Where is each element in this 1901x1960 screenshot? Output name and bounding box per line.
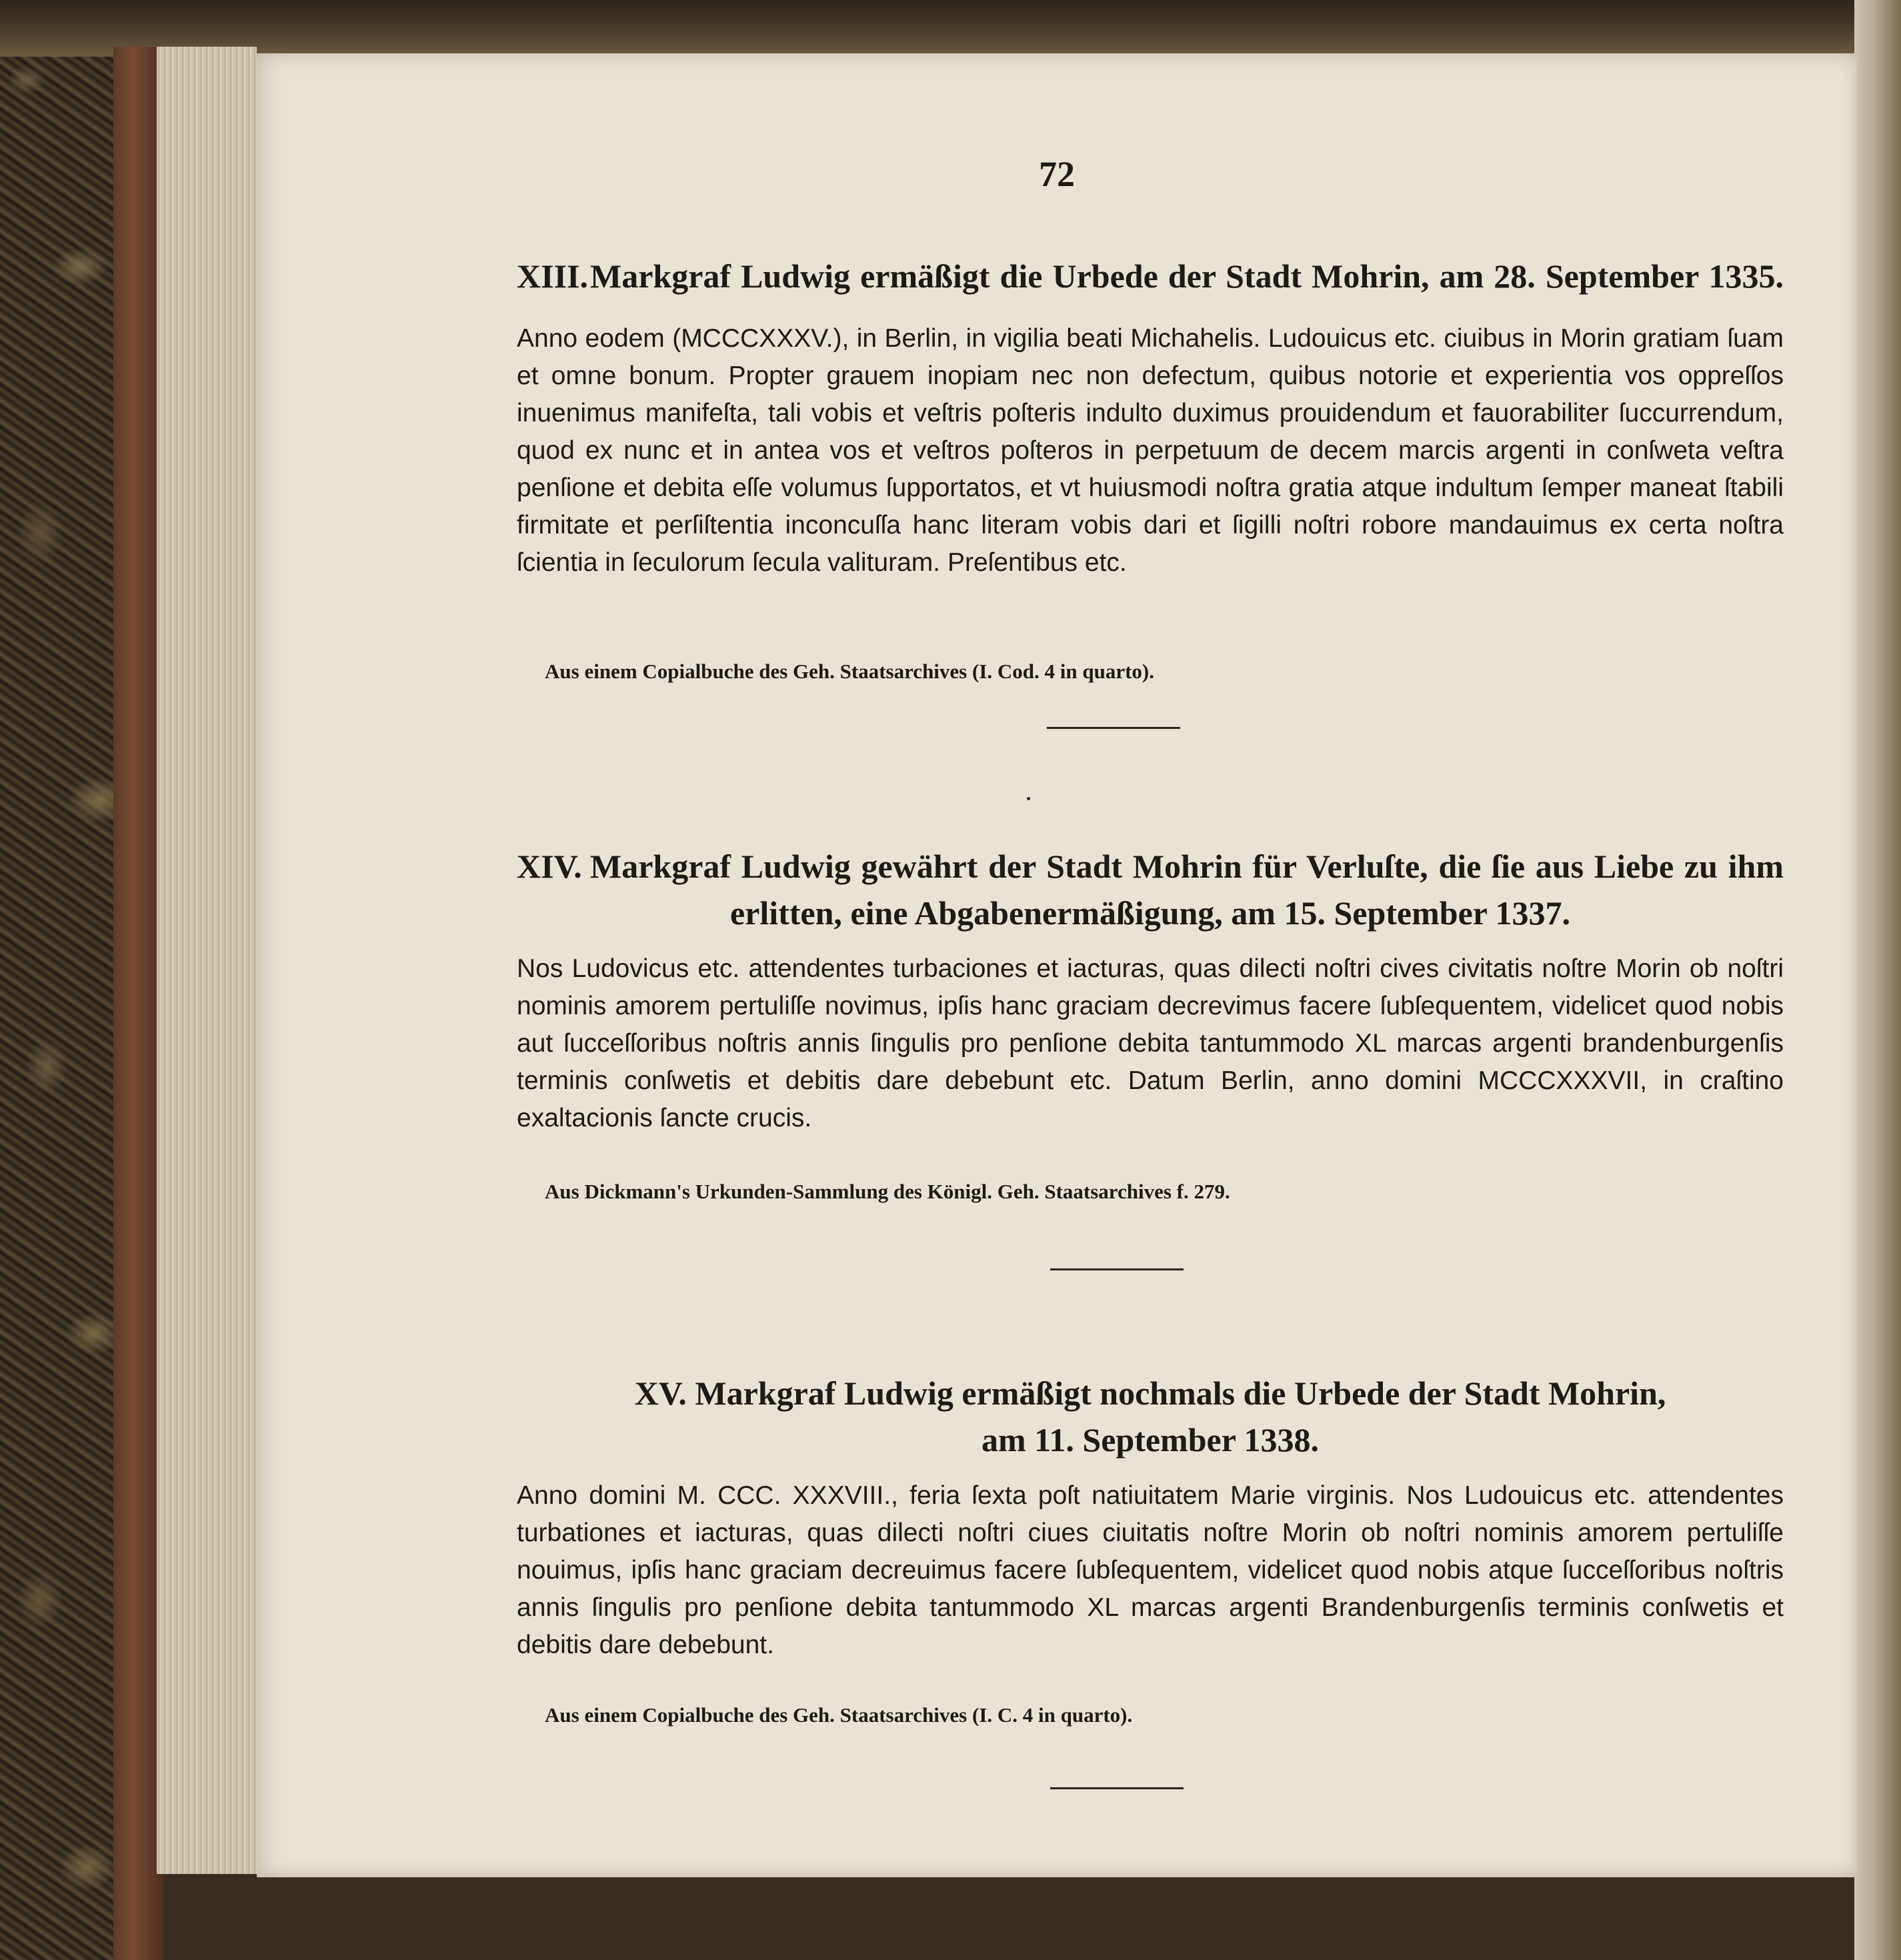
section-14-body: Nos Ludovicus etc. attendentes turbaciones et iacturas, quas dilecti noſtri cives civitatis noſtre Morin ob noſtri nominis amorem pertuliſſe novimus, ipſis hanc graciam decrevimus facere ſubſequentem, videlicet quod nobis aut ſucceſſoribus noſtris annis ſingulis pro penſione debita tantummodo XL marcas argenti brandenburgenſis terminis conſwetis et debitis dare debebunt etc. Datum Berlin, anno domini MCCCXXXVII, in craſtino exaltacionis ſancte crucis.	[517, 954, 1784, 1132]
section-14-title-line-1: Markgraf Ludwig gewährt der Stadt Mohrin für Verluſte, die ſie aus Liebe zu ihm	[590, 848, 1784, 885]
section-divider-2	[1050, 1268, 1184, 1270]
section-divider-1	[1047, 727, 1180, 729]
section-15-number: XV.	[634, 1374, 687, 1412]
section-14-title	[517, 844, 1784, 889]
page-block-edge	[157, 47, 257, 1874]
section-15-title	[517, 1370, 1784, 1416]
next-page-edge	[1854, 0, 1901, 1960]
section-13-title	[517, 253, 1784, 299]
section-13-source: Aus einem Copialbuche des Geh. Staatsarchives (I. Cod. 4 in quarto).	[545, 660, 1155, 683]
leather-spine-edge	[113, 47, 163, 1960]
section-15-title-line-2: am 11. September 1338.	[982, 1421, 1319, 1458]
section-13-body: Anno eodem (MCCCXXXV.), in Berlin, in vigilia beati Michahelis. Ludouicus etc. ciuibus in Morin gratiam ſuam et omne bonum. Propter grauem inopiam nec non defectum, quibus notorie et experientia vos oppreſſos inuenimus manifeſta, tali vobis et veſtris poſteris indulto duximus prouidendum et fauorabiliter ſuccurrendum, quod ex nunc et in antea vos et veſtros poſteros in perpetuum de decem marcis argenti in conſweta veſtra penſione et debita eſſe volumus ſupportatos, et vt huiusmodi noſtra gratia atque indultum ſemper maneat ſtabili firmitate et perſiſtentia inconcuſſa hanc literam vobis dari et ſigilli noſtri robore mandauimus ex certa noſtra ſcientia in ſeculorum ſecula valituram. Preſentibus etc.	[517, 324, 1784, 577]
book-page	[257, 53, 1857, 1877]
page-number: 72	[1039, 154, 1075, 194]
section-14-number: XIV.	[517, 848, 582, 885]
section-13-title-line-1: Markgraf Ludwig ermäßigt die Urbede der Stadt Mohrin, am 28. September 1335.	[590, 257, 1784, 295]
section-divider-3	[1050, 1787, 1184, 1789]
section-15-title-line-1: Markgraf Ludwig ermäßigt nochmals die Urbede der Stadt Mohrin,	[695, 1374, 1666, 1412]
section-13-number: XIII.	[517, 257, 588, 295]
section-15-body: Anno domini M. CCC. XXXVIII., feria ſexta poſt natiuitatem Marie virginis. Nos Ludouicus etc. attendentes turbationes et iacturas, quas dilecti noſtri ciues ciuitatis noſtre Morin ob noſtri nominis amorem pertuliſſe nouimus, ipſis hanc graciam decreuimus facere ſubſequentem, videlicet quod nobis atque ſucceſſoribus noſtris annis ſingulis pro penſione debita tantummodo XL marcas argenti Brandenburgenſis terminis conſwetis et debitis dare debebunt.	[517, 1481, 1784, 1659]
printer-mark	[1027, 797, 1030, 800]
section-15-source: Aus einem Copialbuche des Geh. Staatsarchives (I. C. 4 in quarto).	[545, 1703, 1133, 1727]
section-14-source: Aus Dickmann's Urkunden-Sammlung des Königl. Geh. Staatsarchives f. 279.	[545, 1180, 1230, 1203]
section-14-title-line-2: erlitten, eine Abgabenermäßigung, am 15. September 1337.	[729, 894, 1571, 932]
cover-top-edge	[0, 0, 1901, 57]
